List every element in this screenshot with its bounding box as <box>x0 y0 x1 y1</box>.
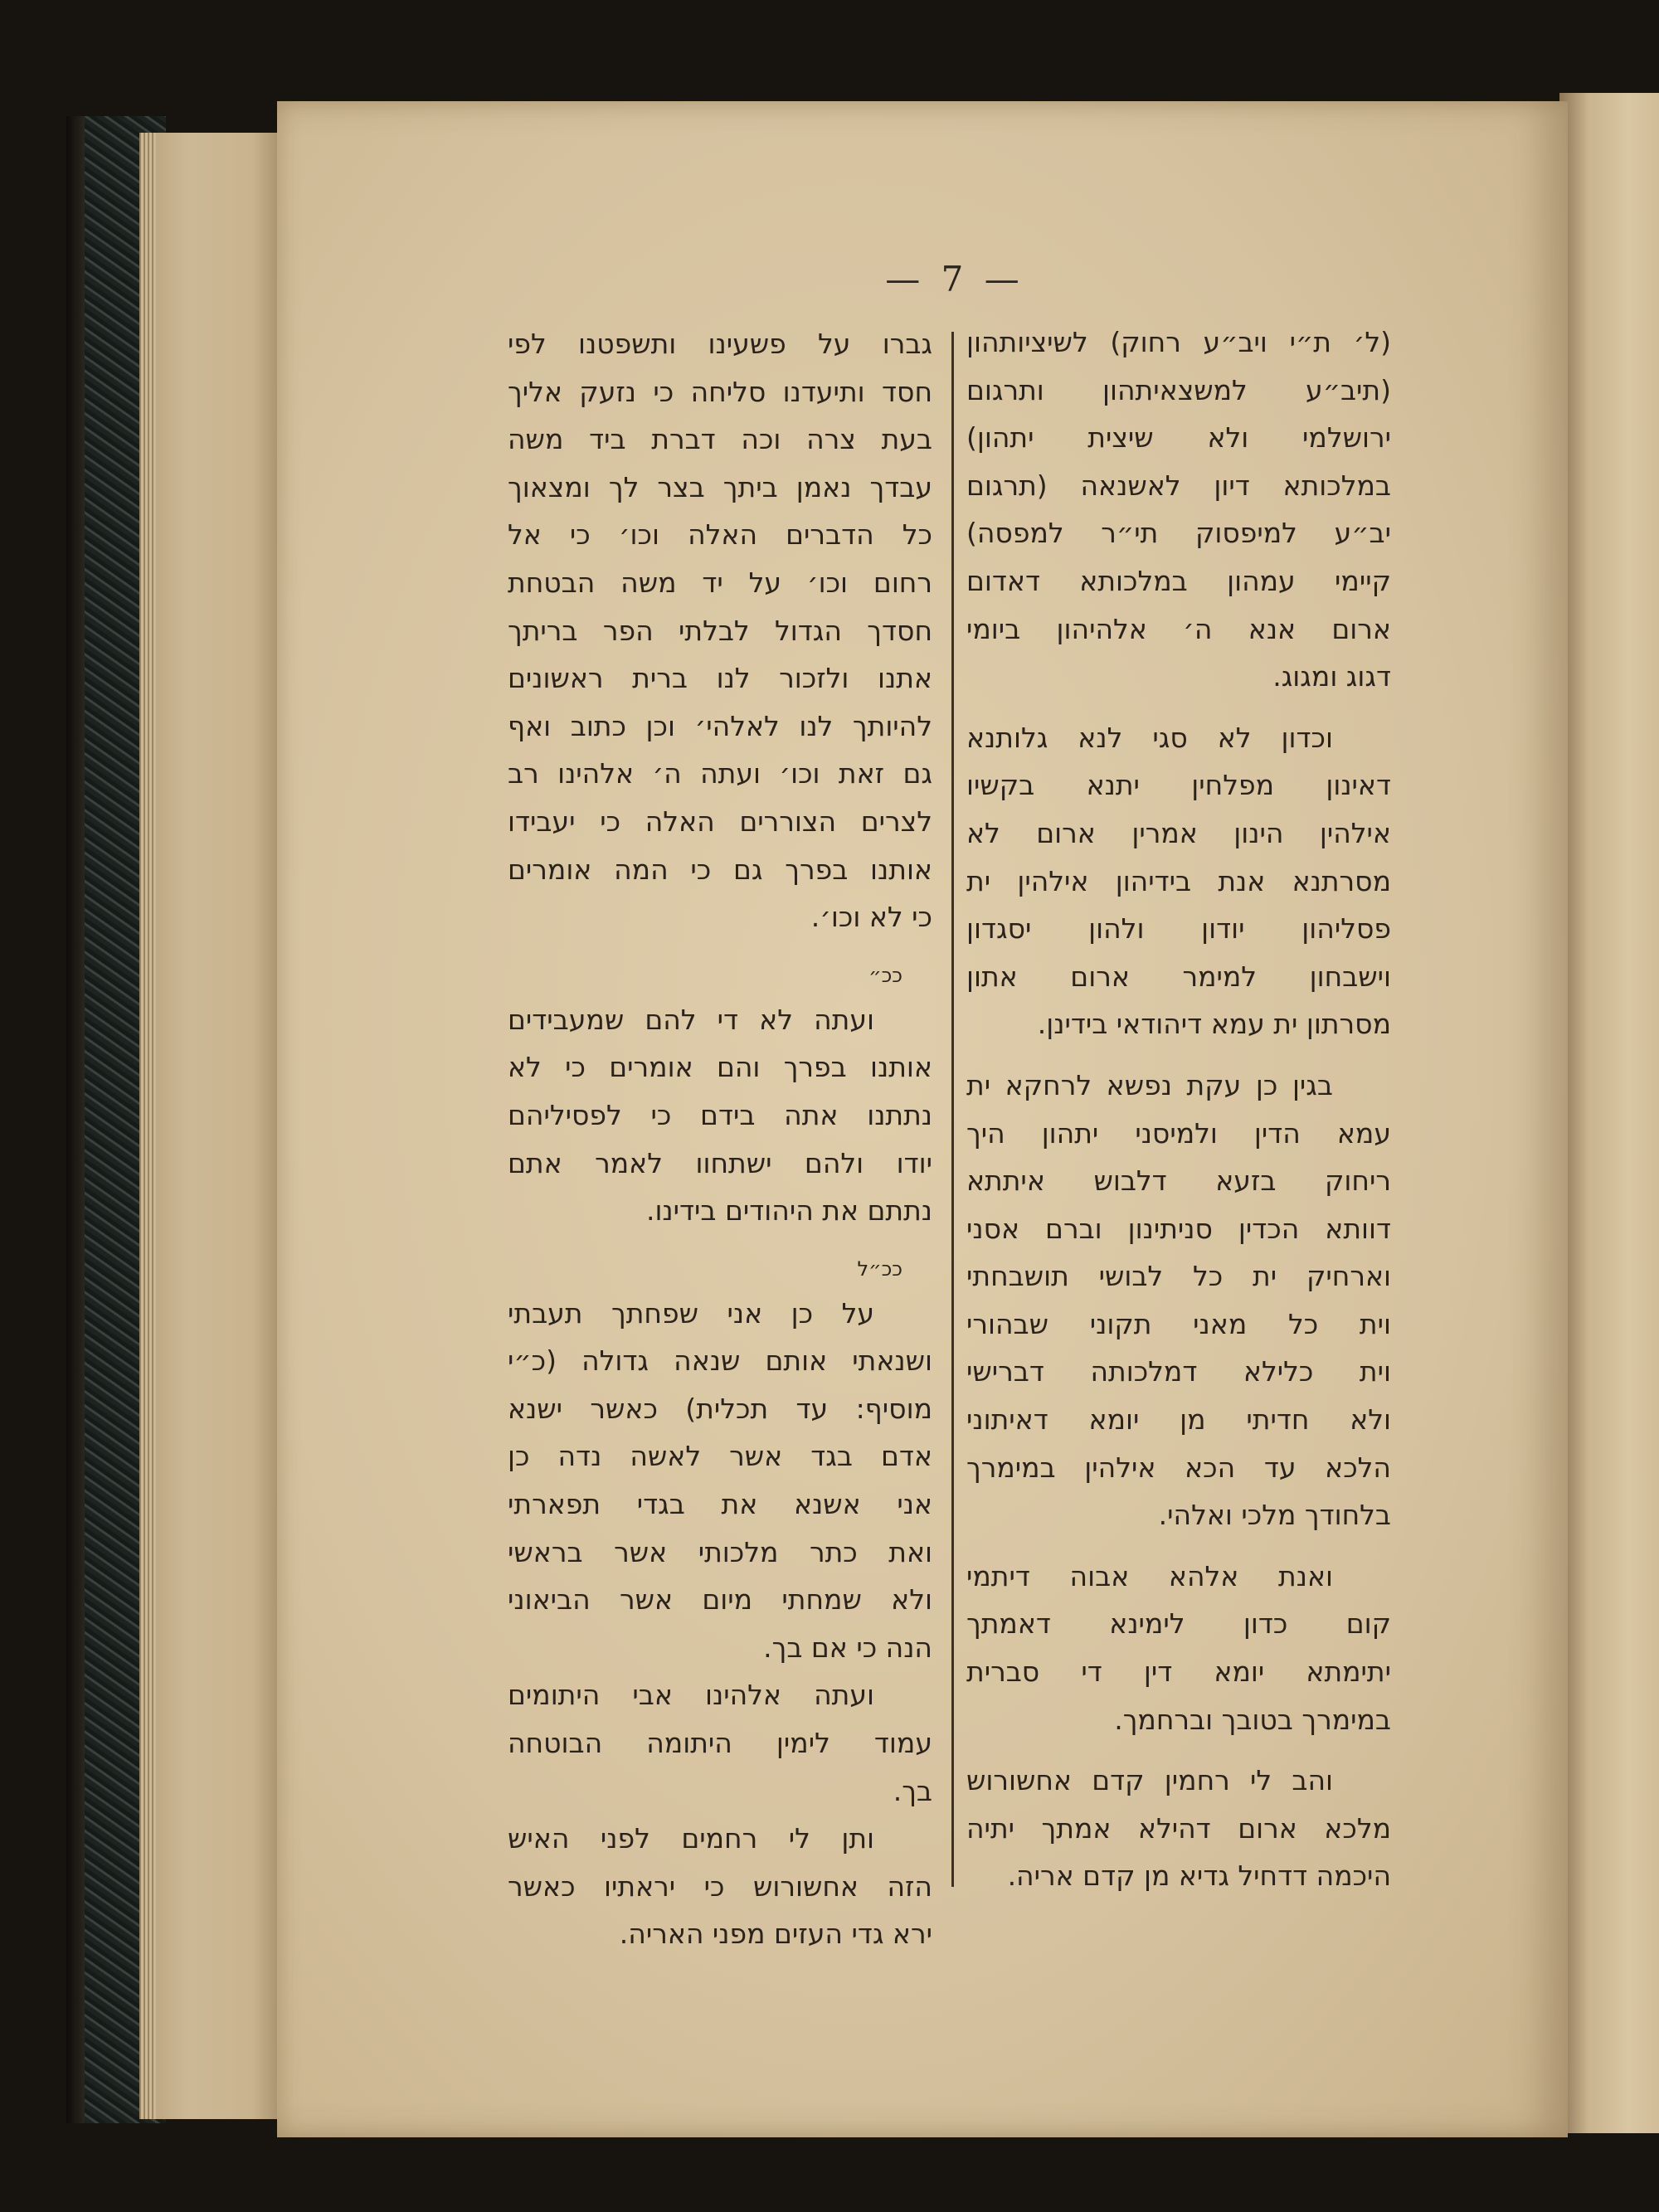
text-line: כל הדברים האלה וכו׳ כי אל <box>508 518 932 552</box>
paragraph <box>966 1757 1391 1900</box>
text-line: היכמה דדחיל גדיא מן קדם אריה. <box>1007 1860 1391 1893</box>
page-stack-edge <box>139 133 280 2119</box>
text-line: על כן אני שפחתך תעבתי <box>508 1296 874 1330</box>
text-line: דאינון מפלחין יתנא בקשיו <box>966 769 1391 802</box>
text-line: ואת כתר מלכותי אשר בראשי <box>508 1535 932 1568</box>
text-line: נתתנו אתה בידם כי לפסיליהם <box>508 1098 932 1131</box>
right-text-column <box>966 318 1391 1913</box>
text-line: אדם בגד אשר לאשה נדה כן <box>508 1440 932 1473</box>
text-line: ריחוק בזעא דלבוש איתתא <box>966 1164 1391 1198</box>
text-line: הנה כי אם בך. <box>763 1631 932 1664</box>
text-line: עמוד לימין היתומה הבוטחה <box>508 1727 932 1760</box>
text-line: קום כדון לימינא דאמתך <box>966 1607 1391 1641</box>
text-line: ירושלמי ולא שיצית יתהון) <box>966 421 1391 455</box>
text-line: וית כלילא דמלכותה דברישי <box>966 1355 1391 1388</box>
paragraph <box>966 714 1391 1048</box>
text-line: מסרתון ית עמא דיהודאי בידינן. <box>1037 1008 1391 1041</box>
left-text-column <box>508 320 932 1971</box>
text-line: ולא חדיתי מן יומא דאיתוני <box>966 1403 1391 1437</box>
text-line: עבדך נאמן ביתך בצר לך ומצאוך <box>508 470 932 503</box>
text-line: גם זאת וכו׳ ועתה ה׳ אלהינו רב <box>508 757 932 790</box>
text-line: ולא שמחתי מיום אשר הביאוני <box>508 1583 932 1616</box>
text-line: ארום אנא ה׳ אלהיהון ביומי <box>966 612 1391 645</box>
text-line: רחום וכו׳ על יד משה הבטחת <box>508 566 932 599</box>
text-line: יתימתא יומא דין די סברית <box>966 1655 1391 1689</box>
text-line: ותן לי רחמים לפני האיש <box>508 1822 874 1855</box>
text-line: יב״ע למיפסוק תי״ר למפסה) <box>966 517 1391 550</box>
text-line: (תיב״ע למשצאיתהון ותרגום <box>966 373 1391 406</box>
text-line: אתנו ולזכור לנו ברית ראשונים <box>508 662 932 695</box>
text-line: אותנו בפרך גם כי המה אומרים <box>508 853 932 886</box>
text-line: אילהין הינון אמרין ארום לא <box>966 816 1391 849</box>
text-line: ועתה אלהינו אבי היתומים <box>508 1679 874 1712</box>
text-line: כי לא וכו׳. <box>810 901 932 934</box>
text-line: וישבחון למימר ארום אתון <box>966 960 1391 993</box>
paragraph <box>508 1671 932 1815</box>
section-marker: ככ״ל <box>857 1257 902 1281</box>
text-line: וית כל מאני תקוני שבהורי <box>966 1307 1391 1340</box>
text-line: מוסיף: עד תכלית) כאשר ישנא <box>508 1392 932 1425</box>
book-spine-edge <box>66 116 85 2123</box>
paragraph <box>966 318 1391 701</box>
paragraph <box>508 996 932 1235</box>
column-divider <box>951 332 954 1887</box>
text-line: בך. <box>893 1774 932 1807</box>
paragraph <box>508 1290 932 1672</box>
text-line: גברו על פשעינו ותשפטנו לפי <box>508 328 932 360</box>
paragraph <box>508 320 932 941</box>
text-line: מסרתנא אנת בידיהון אילהין ית <box>966 864 1391 897</box>
text-line: דוותא הכדין סניתינון וברם אסני <box>966 1212 1391 1245</box>
text-line: קיימי עמהון במלכותא דאדום <box>966 564 1391 597</box>
text-line: בלחודך מלכי ואלהי. <box>1158 1499 1391 1532</box>
section-marker: ככ״ <box>868 963 902 987</box>
text-line: ועתה לא די להם שמעבידים <box>508 1003 874 1036</box>
text-line: אותנו בפרך והם אומרים כי לא <box>508 1051 932 1084</box>
text-line: במלכותא דיון לאשנאה (תרגום <box>966 469 1391 502</box>
text-line: (ל׳ ת״י ויב״ע רחוק) לשיציותהון <box>966 326 1391 358</box>
text-line: דגוג ומגוג. <box>1272 660 1391 693</box>
text-line: הלכא עד הכא אילהין במימרך <box>966 1451 1391 1484</box>
text-line: והב לי רחמין קדם אחשורוש <box>966 1764 1333 1797</box>
paragraph <box>966 1062 1391 1539</box>
text-line: ירא גדי העזים מפני האריה. <box>619 1918 932 1951</box>
text-line: מלכא ארום דהילא אמתך יתיה <box>966 1811 1391 1845</box>
text-line: ואנת אלהא אבוה דיתמי <box>966 1559 1333 1592</box>
text-line: פסליהון יודון ולהון יסגדון <box>966 912 1391 946</box>
text-line: עמא הדין ולמיסני יתהון היך <box>966 1116 1391 1150</box>
text-line: וארחיק ית כל לבושי תושבחתי <box>966 1260 1391 1293</box>
text-line: חסדך הגדול לבלתי הפר בריתך <box>508 614 932 647</box>
text-line: אני אשנא את בגדי תפארתי <box>508 1488 932 1521</box>
text-line: וכדון לא סגי לנא גלותנא <box>966 721 1333 754</box>
text-line: חסד ותיעדנו סליחה כי נזעק אליך <box>508 375 932 408</box>
text-line: לצרים הצוררים האלה כי יעבידו <box>508 805 932 838</box>
text-line: במימרך בטובך וברחמך. <box>1114 1703 1391 1736</box>
text-line: ושנאתי אותם שנאה גדולה (כ״י <box>508 1344 932 1378</box>
page-number: — 7 — <box>885 259 1024 299</box>
text-line: הזה אחשורוש כי יראתיו כאשר <box>508 1869 932 1903</box>
text-line: להיותך לנו לאלהי׳ וכן כתוב ואף <box>508 709 932 742</box>
text-line: בעת צרה וכה דברת ביד משה <box>508 423 932 456</box>
text-line: נתתם את היהודים בידינו. <box>645 1194 932 1228</box>
text-line: יודו ולהם ישתחוו לאמר אתם <box>508 1146 932 1179</box>
facing-page-edge <box>1559 93 1659 2133</box>
paragraph <box>966 1553 1391 1743</box>
paragraph <box>508 1815 932 1958</box>
text-line: בגין כן עקת נפשא לרחקא ית <box>966 1068 1333 1101</box>
page-stack-lines <box>139 133 156 2119</box>
